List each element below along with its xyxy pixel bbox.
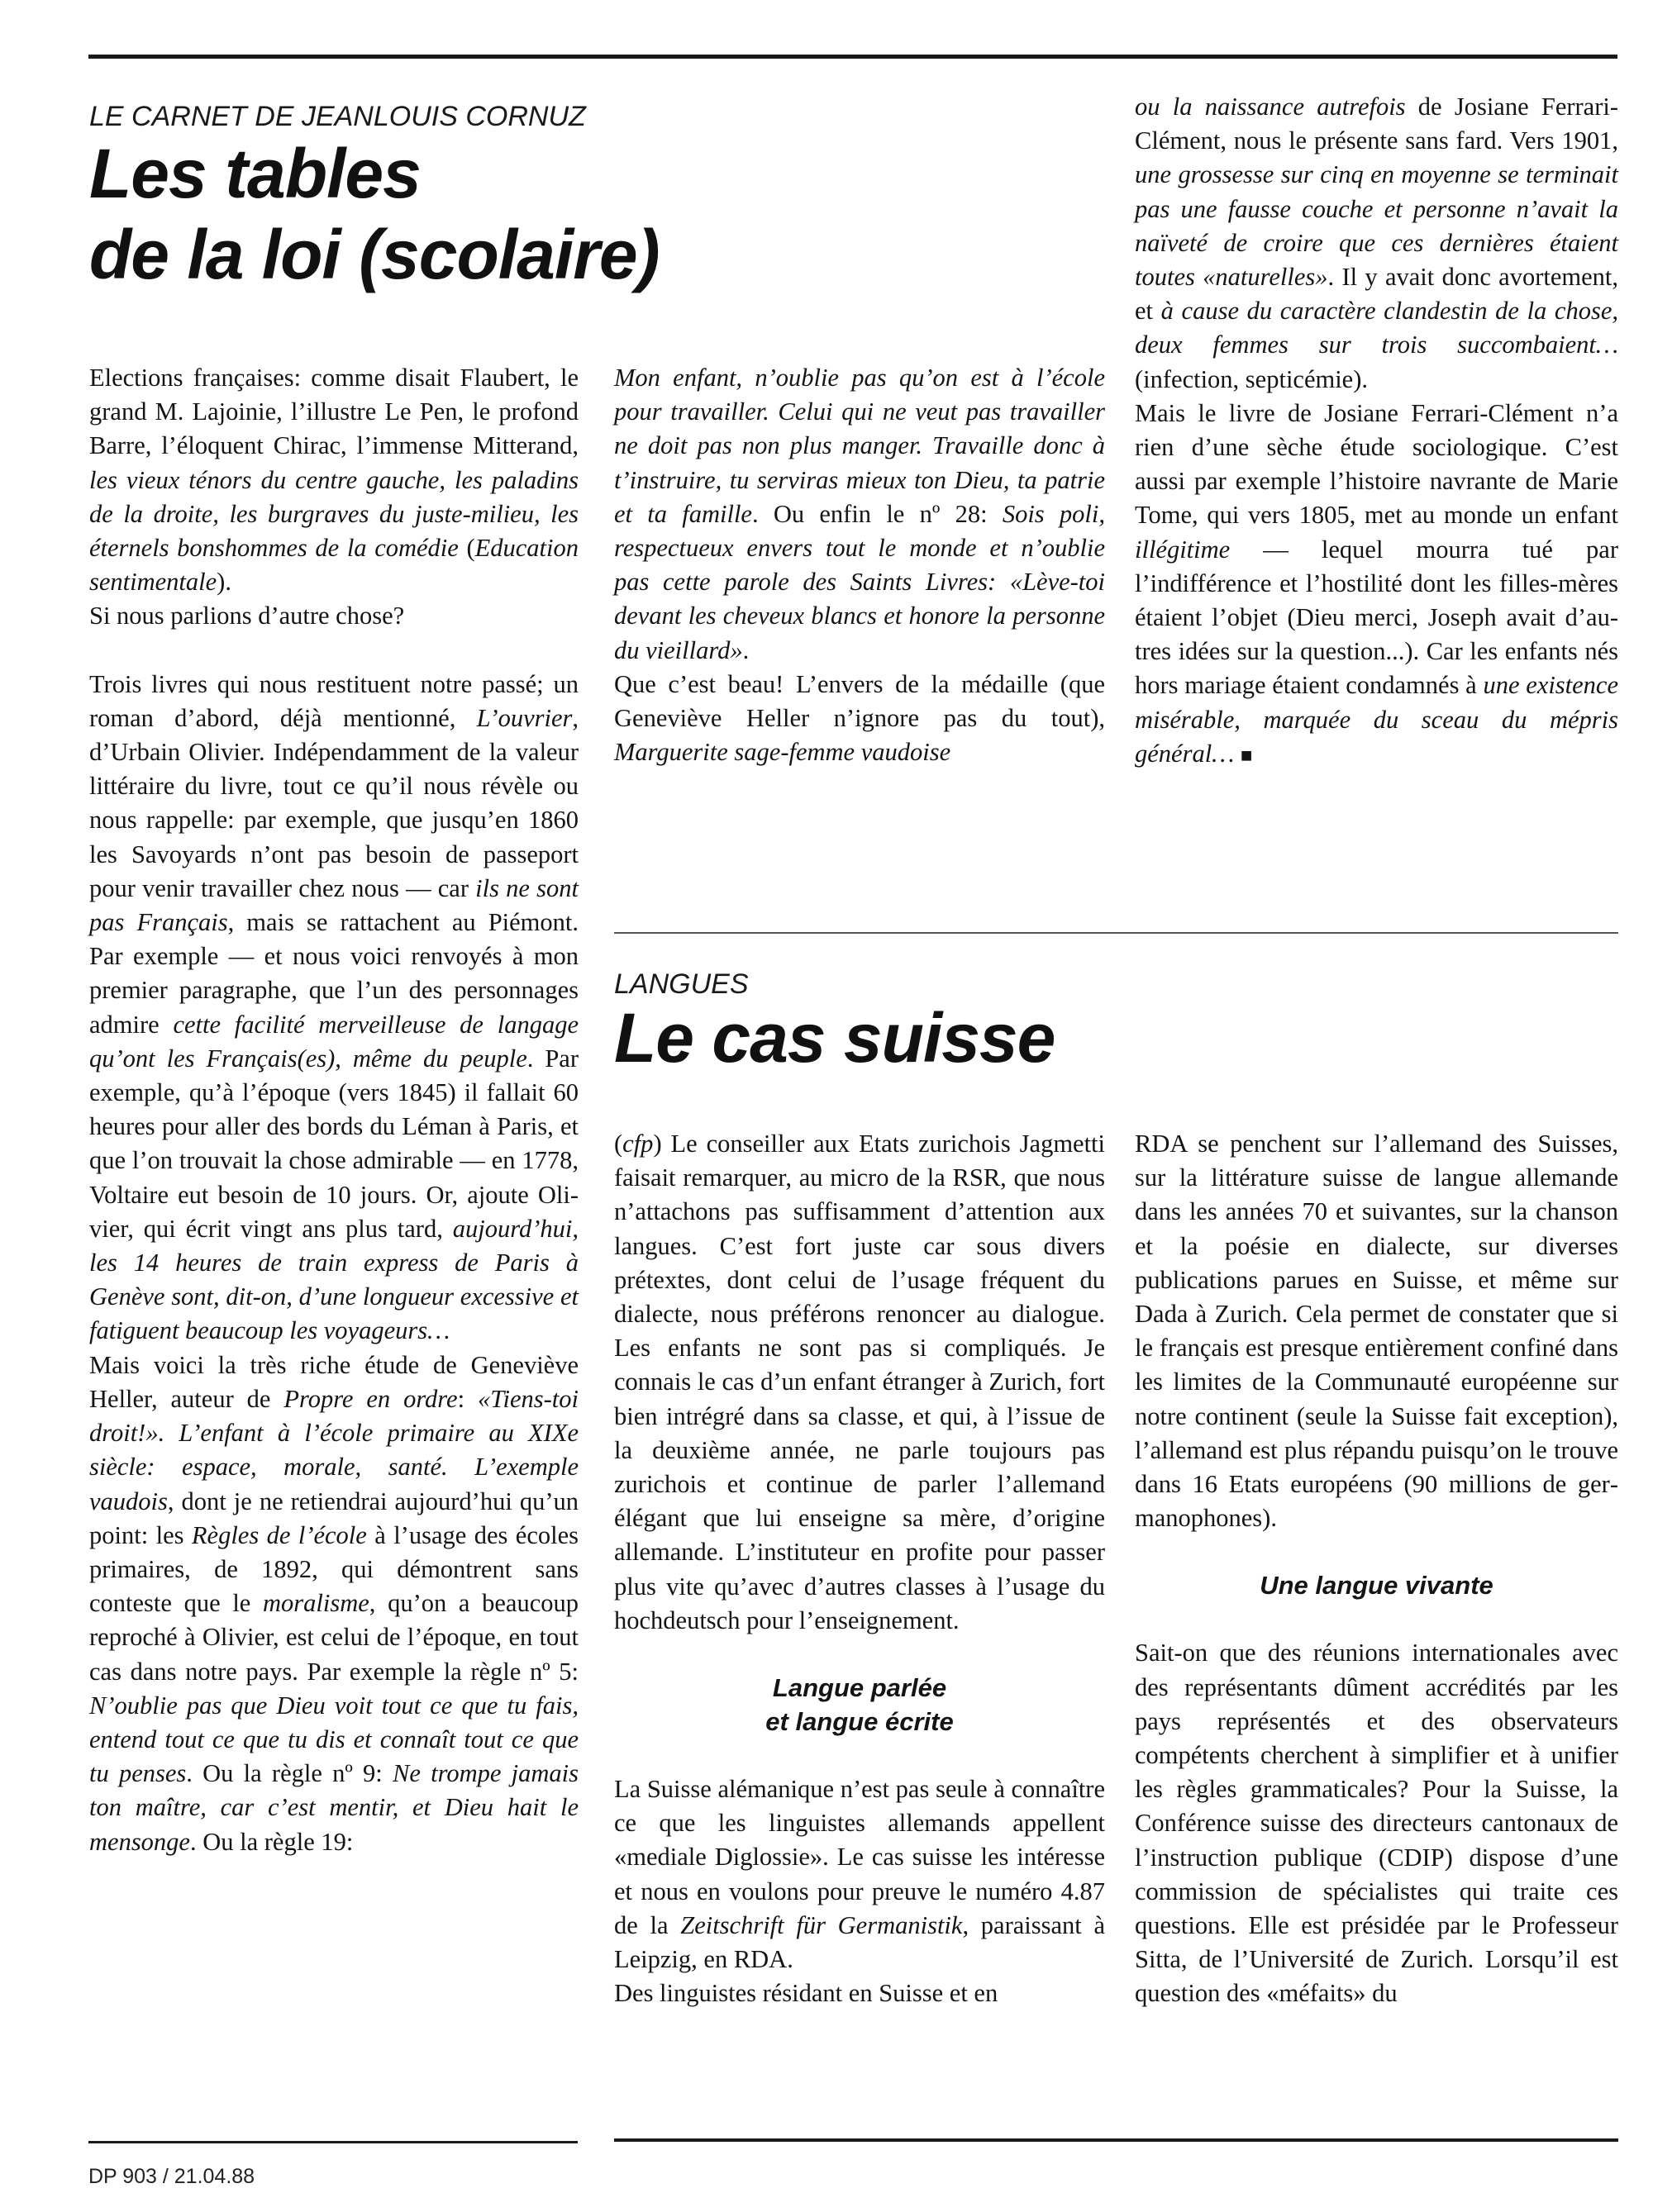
- article-separator-rule: [614, 932, 1618, 934]
- article1-title-line2: de la loi (scolaire): [89, 216, 660, 293]
- article2-column-2: RDA se penchent sur l’allemand des Suisses, sur la littérature suisse de langue allemande dans les années 70 et suivantes, sur la chanson et la poésie en dialecte, sur diverses publications parues en Suisse, et même sur Dada à Zurich. Cela permet de constater que si le français est presque entièrement confiné dans les limites de la Communauté européenne sur notre continent (seule la Suisse fait exception), l’allemand est plus répandu puisqu’on le trouve dans 16 Etats européens (90 millions de germanophones). Une langue vivante Sait-on que des réunions internationales avec des représentants dûment accrédités par les pays représentés et des observateurs compétents cherchent à simplifier et à unifier les règles grammaticales? Pour la Suisse, la Conférence suisse des directeurs cantonaux de l’instruction publique (CDIP) dispose d’une commission de spécialistes qui traite ces questions. Elle est présidée par le Professeur Sitta, de l’Université de Zurich. Lorsqu’il est question des «méfaits» du: [1135, 1130, 1618, 2008]
- article2-kicker: LANGUES: [614, 968, 749, 1000]
- article2-subhead-1: [614, 1671, 1105, 1739]
- issue-footer: DP 903 / 21.04.88: [88, 2165, 255, 2188]
- article1-column-3: ou la naissance autrefois de Josiane Ferrari-Clément, nous le présente sans fard. Vers 1901, une grossesse sur cinq en moyenne se terminait pas une fausse couche et personne n’avait la naïveté de croire que ces dernières étaient toutes «naturelles». Il y avait donc avortement, et à cause du caractère clandestin de la chose, deux femmes sur trois succombaient… (infection, septicémie). Mais le livre de Josiane Ferrari-Clément n’a rien d’une sèche étude sociologique. C’est aussi par exemple l’histoire navrante de Marie Tome, qui vers 1805, met au monde un enfant illégitime — lequel mourra tué par l’indifférence et l’hostilité dont les filles-mères étaient l’objet (Dieu merci, Joseph avait d’autres idées sur la question...). Car les enfants nés hors mariage étaient condamnés à une existence misérable, marquée du sceau du mépris général… ■: [1135, 93, 1619, 768]
- bottom-rule-right: [614, 2138, 1618, 2142]
- article2-title: Le cas suisse: [614, 999, 1055, 1077]
- article2-subhead-1-line1: Langue parlée: [772, 1673, 947, 1703]
- article2-subhead-1-line2: et langue écrite: [765, 1707, 954, 1737]
- top-rule: [88, 55, 1617, 59]
- end-of-article-mark: ■: [1240, 744, 1253, 767]
- article1-kicker: LE CARNET DE JEANLOUIS CORNUZ: [89, 101, 586, 132]
- article1-column-2: Mon enfant, n’oublie pas qu’on est à l’école pour travailler. Celui qui ne veut pas travailler ne doit pas non plus manger. Travaille donc à t’instruire, tu serviras mieux ton Dieu, ta patrie et ta famille. Ou enfin le nº 28: Sois poli, respectueux envers tout le monde et n’oublie pas cette parole des Saints Livres: «Lève-toi devant les cheveux blancs et honore la personne du vieillard». Que c’est beau! L’envers de la médaille (que Geneviève Heller n’ignore pas du tout), Marguerite sage-femme vaudoise: [614, 364, 1105, 767]
- bottom-rule-left: [88, 2141, 578, 2143]
- article1-title-line1: Les tables: [89, 135, 421, 212]
- article1-column-1: Elections françaises: comme disait Flaubert, le grand M. Lajoinie, l’illustre Le Pen, le profond Barre, l’éloquent Chirac, l’immense Mitterand, les vieux ténors du centre gauche, les paladins de la droite, les burgraves du juste-milieu, les éternels bonshommes de la comédie (Education sentimentale). Si nous parlions d’autre chose? Trois livres qui nous restituent notre passé; un roman d’abord, déjà mentionné, L’ouvrier, d’Urbain Olivier. Indépendamment de la valeur littéraire du livre, tout ce qu’il nous révèle ou nous rappelle: par exemple, que jusqu’en 1860 les Savoyards n’ont pas besoin de passeport pour venir travailler chez nous — car ils ne sont pas Français, mais se rattachent au Piémont. Par exemple — et nous voici renvoyés à mon premier paragraphe, que l’un des personnages admire cette facilité merveilleuse de langage qu’ont les Français(es), même du peuple. Par exemple, qu’à l’époque (vers 1845) il fallait 60 heures pour aller des bords du Léman à Paris, et que l’on trouvait la chose admirable — en 1778, Voltaire eut besoin de 10 jours. Or, ajoute Olivier, qui écrit vingt ans plus tard, aujourd’hui, les 14 heures de train express de Paris à Genève sont, dit-on, d’une longueur excessive et fatiguent beaucoup les voyageurs… Mais voici la très riche étude de Geneviève Heller, auteur de Propre en ordre: «Tiens-toi droit!». L’enfant à l’école primaire au XIXe siècle: espace, morale, santé. L’exemple vaudois, dont je ne retiendrai aujourd’hui qu’un point: les Règles de l’école à l’usage des écoles primaires, de 1892, qui démontrent sans conteste que le moralisme, qu’on a beaucoup reproché à Olivier, est celui de l’époque, en tout cas dans notre pays. Par exemple la règle nº 5: N’oublie pas que Dieu voit tout ce que tu fais, entend tout ce que tu dis et connaît tout ce que tu penses. Ou la règle nº 9: Ne trompe jamais ton maître, car c’est mentir, et Dieu hait le mensonge. Ou la règle 19:: [89, 364, 579, 1856]
- article2-column-1: (cfp) Le conseiller aux Etats zurichois Jagmetti faisait remarquer, au micro de la RSR, que nous n’attachons pas suffisamment d’attention aux langues. C’est fort juste car sous divers prétextes, dont celui de l’usage fréquent du dialecte, nous préférons renoncer au dialogue. Les enfants ne sont pas si compliqués. Je connais le cas d’un enfant étranger à Zurich, fort bien intrégré dans sa classe, et qui, à l’issue de la deuxième année, ne parle toujours pas zurichois et continue de parler l’allemand élégant que lui enseigne sa mère, d’origine allemande. L’instituteur en profite pour passer plus vite qu’avec d’autres classes à l’usage du hochdeutsch pour l’enseignement. Langue parlée et langue écrite La Suisse alémanique n’est pas seule à connaître ce que les linguistes allemands appellent «mediale Diglossie». Le cas suisse les intéresse et nous en voulons pour preuve le numéro 4.87 de la Zeitschrift für Germanistik, paraissant à Leipzig, en RDA. Des linguistes résidant en Suisse et en: [614, 1130, 1105, 2008]
- article2-subhead-2: Une langue vivante: [1260, 1571, 1493, 1601]
